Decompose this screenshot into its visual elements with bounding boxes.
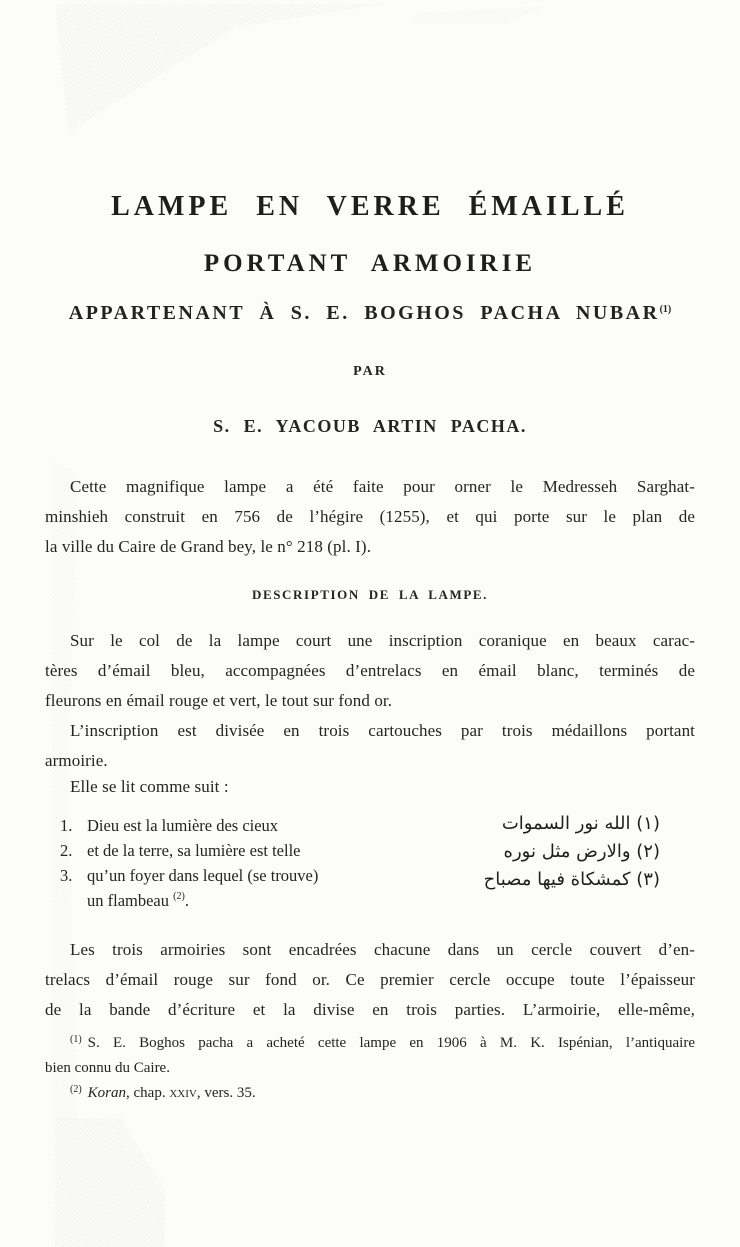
arabic-line: (١) الله نور السموات	[501, 813, 660, 834]
footnote-2-marker: (2)	[70, 1084, 82, 1095]
author-name: S. E. YACOUB ARTIN PACHA.	[213, 416, 527, 436]
byline: PAR	[353, 364, 387, 379]
main-title-line-2: PORTANT ARMOIRIE	[203, 250, 537, 277]
list-item-text: Dieu est la lumière des cieux	[87, 816, 279, 835]
scan-texture-top-left	[55, 4, 385, 132]
text-line: Les trois armoiries sont encadrées chacune dans un cercle couvert d’en-	[70, 940, 695, 959]
text-line: armoirie.	[45, 751, 108, 770]
list-item-number: 1.	[60, 816, 73, 835]
footnote-1-line-1	[45, 1031, 695, 1056]
footnote-2-work-title: Koran	[87, 1085, 127, 1101]
list-item-number: 3.	[60, 866, 73, 885]
list-continuation-text: un flambeau	[87, 891, 170, 910]
dedication-text: APPARTENANT À S. E. BOGHOS PACHA NUBAR	[68, 302, 660, 324]
footnotes	[45, 1031, 695, 1106]
list-item-text: et de la terre, sa lumière est telle	[87, 841, 301, 860]
paragraph-inscription	[45, 626, 695, 716]
text-line: Elle se lit comme suit :	[70, 777, 229, 796]
intro-paragraph	[45, 472, 695, 562]
scan-texture-top-smudge	[415, 6, 545, 24]
dedication-line	[0, 302, 740, 325]
section-heading: DESCRIPTION DE LA LAMPE.	[251, 587, 489, 602]
footnote-2	[45, 1081, 695, 1106]
text-line: Cette magnifique lampe a été faite pour orner le Medresseh Sarghat-	[70, 477, 695, 496]
list-item-text: qu’un foyer dans lequel (se trouve)	[87, 866, 319, 885]
text-line: trelacs d’émail rouge sur fond or. Ce premier cercle occupe toute l’épaisseur	[45, 970, 695, 989]
text-line: Sur le col de la lampe court une inscription coranique en beaux carac-	[70, 631, 695, 650]
main-title-line-1: LAMPE EN VERRE ÉMAILLÉ	[111, 191, 629, 222]
list-continuation-period: .	[184, 891, 189, 910]
footnote-2-chapter-numeral: xxiv	[169, 1085, 197, 1101]
scan-texture-bottom-left	[55, 1118, 165, 1247]
footnote-1-marker: (1)	[70, 1034, 82, 1045]
footnote-1-line-2: bien connu du Caire.	[45, 1060, 170, 1076]
lead-in-line	[45, 772, 695, 802]
footnote-ref-1: (1)	[659, 304, 672, 315]
paragraph-armoiries	[45, 935, 695, 1025]
footnote-1-text: S. E. Boghos pacha a acheté cette lampe en 1906 à M. K. Ispénian, l’antiquaire	[87, 1035, 695, 1051]
text-line: tères d’émail bleu, accompagnées d’entrelacs en émail blanc, terminés de	[45, 661, 695, 680]
text-line: L’inscription est divisée en trois cartouches par trois médaillons portant	[70, 721, 695, 740]
arabic-line: (٣) كمشكاة فيها مصباح	[483, 869, 660, 890]
footnote-2-text-end: , vers. 35.	[196, 1085, 256, 1101]
text-line: fleurons en émail rouge et vert, le tout sur fond or.	[45, 691, 393, 710]
footnote-ref-2: (2)	[173, 891, 185, 902]
list-item-number: 2.	[60, 841, 73, 860]
footnote-2-text: , chap.	[126, 1085, 170, 1101]
arabic-line: (٢) والارض مثل نوره	[503, 841, 660, 862]
text-line: la ville du Caire de Grand bey, le n° 218 (pl. I).	[45, 537, 372, 556]
text-line: de la bande d’écriture et la divise en trois parties. L’armoirie, elle-même,	[45, 1000, 695, 1019]
paragraph-cartouches	[45, 716, 695, 776]
text-line: minshieh construit en 756 de l’hégire (1255), et qui porte sur le plan de	[45, 507, 695, 526]
arabic-inscription	[380, 810, 660, 894]
